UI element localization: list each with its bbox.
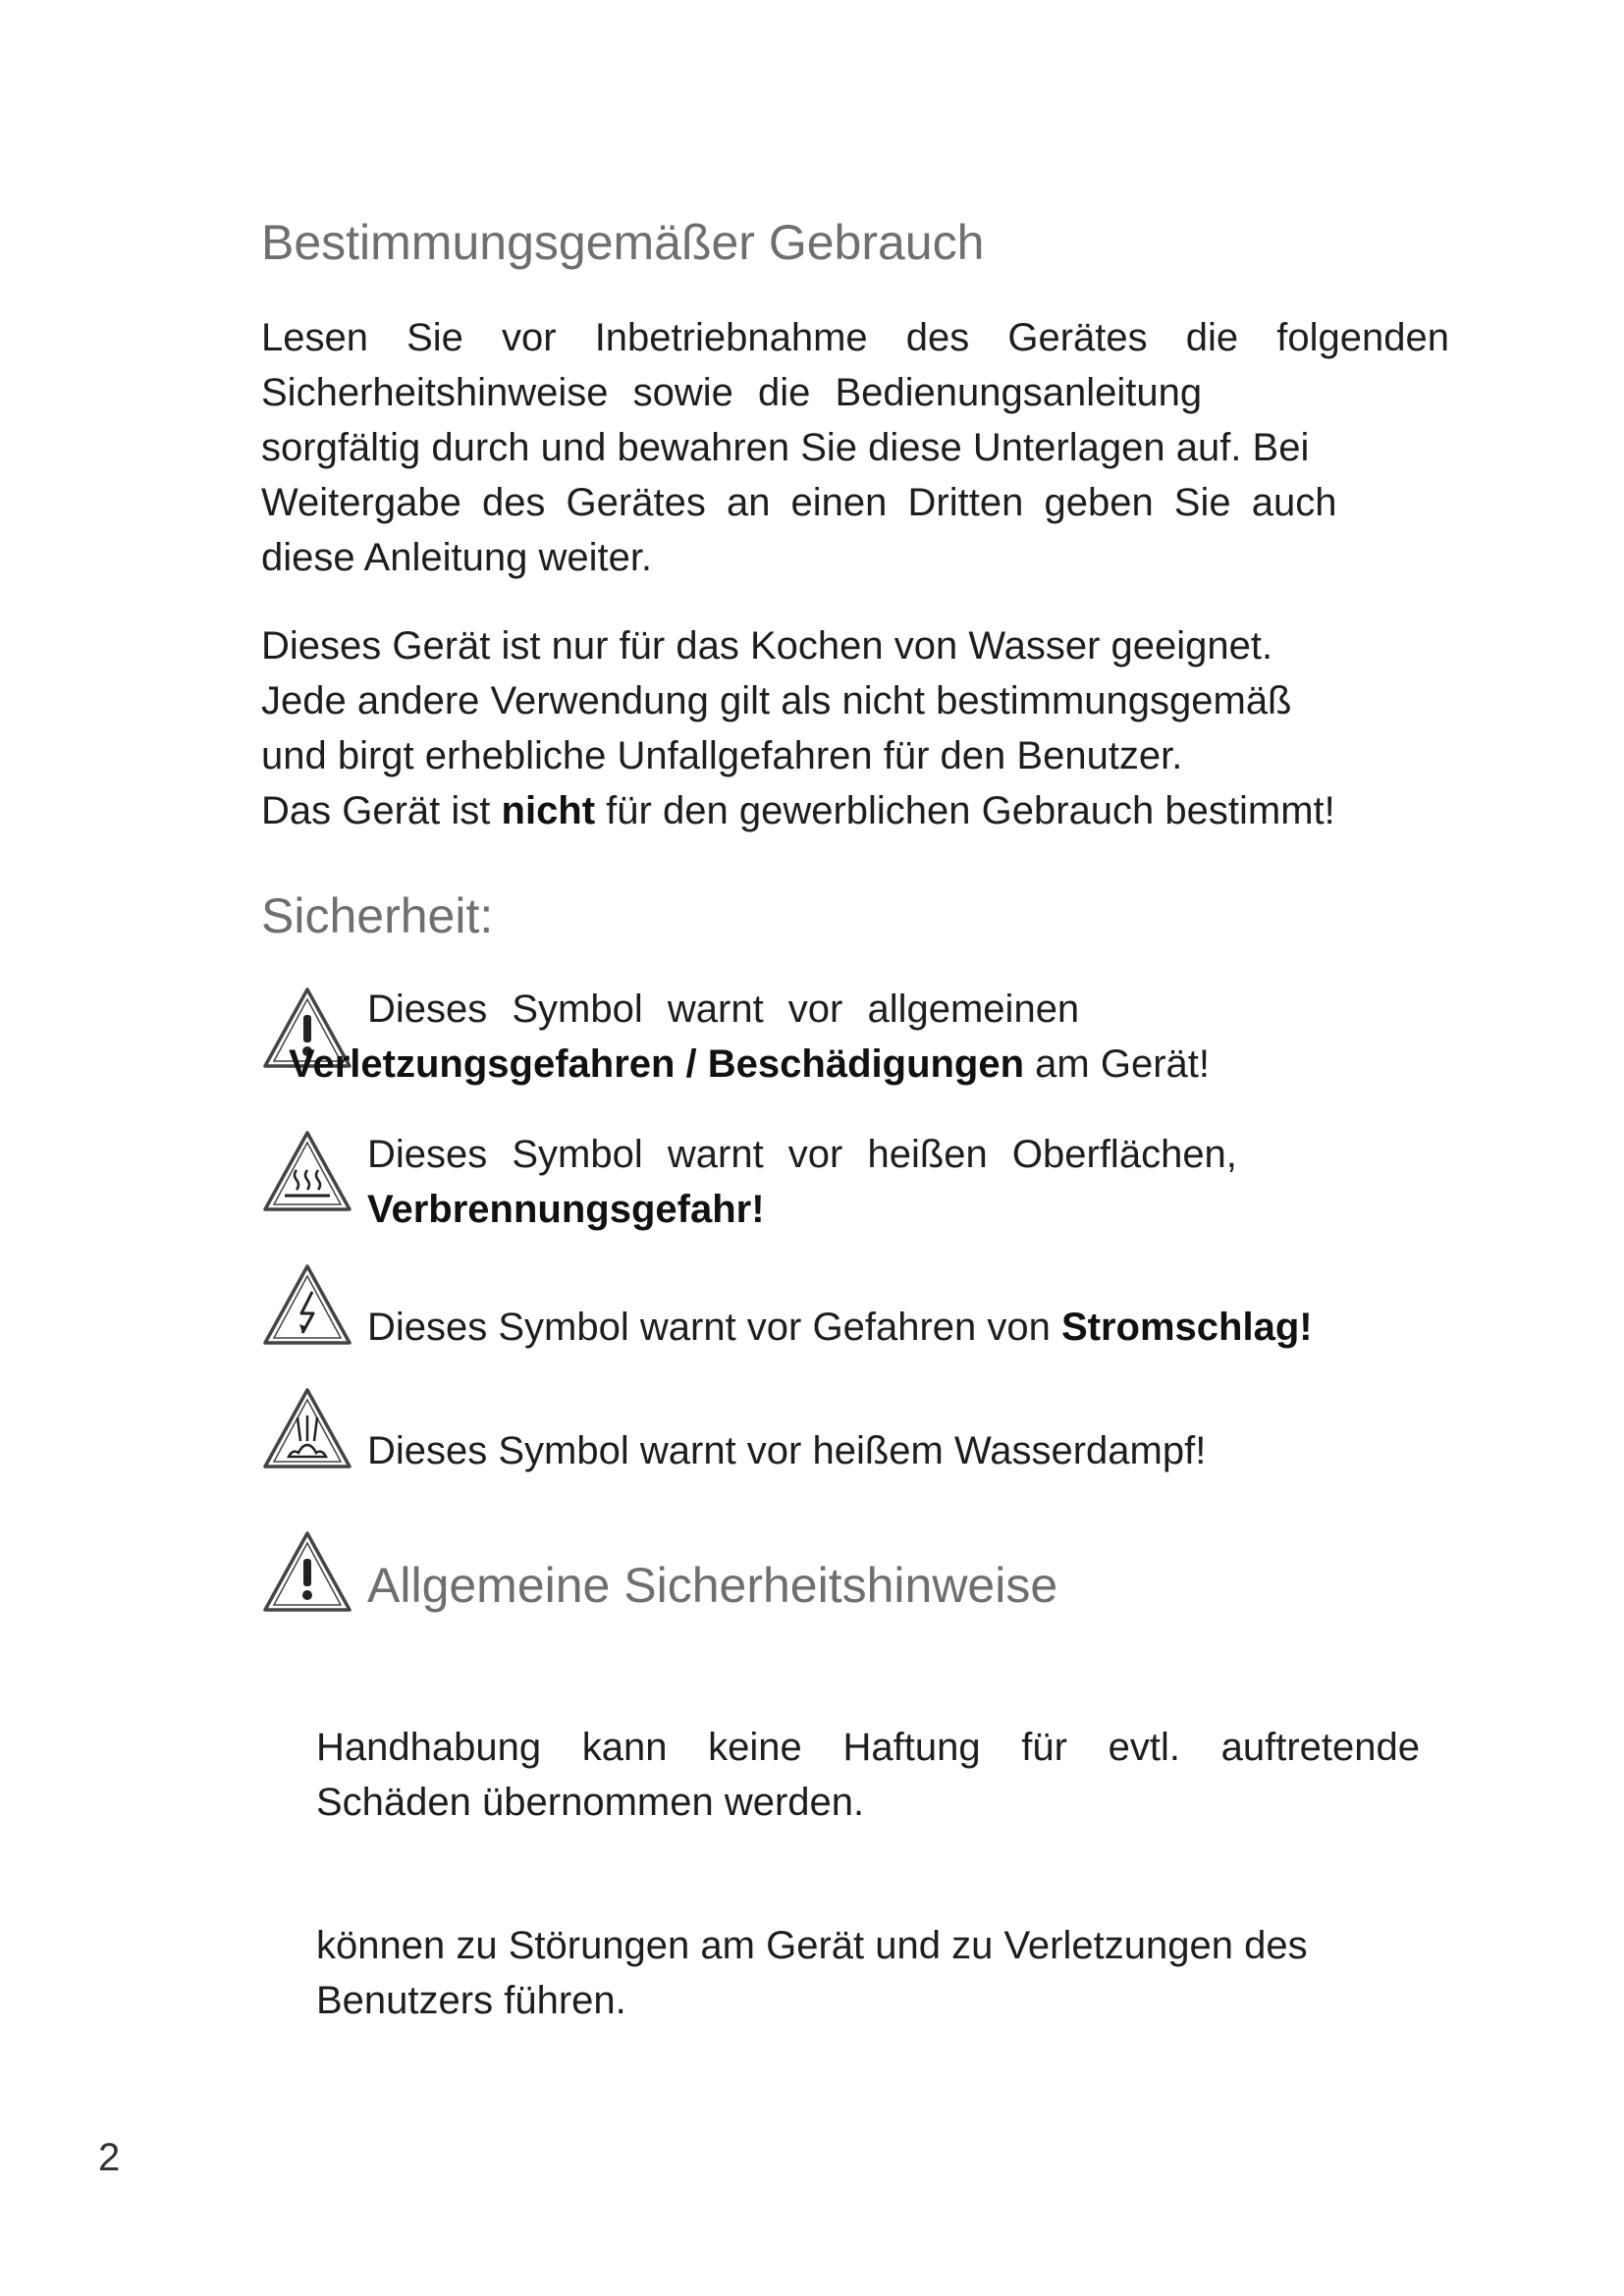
section-title-safety: Sicherheit: <box>261 888 494 943</box>
warning-text: Dieses Symbol warnt vor Gefahren von <box>367 1306 1061 1349</box>
warning-hot-surface-line2 <box>367 1182 765 1237</box>
page-number: 2 <box>98 2136 121 2179</box>
section-title-intended-use: Bestimmungsgemäßer Gebrauch <box>261 215 985 270</box>
general-warning-icon <box>261 1529 353 1614</box>
text-line: Schäden übernommen werden. <box>316 1781 865 1824</box>
section-title-general-safety: Allgemeine Sicherheitshinweise <box>367 1558 1058 1613</box>
hot-steam-icon <box>261 1386 353 1470</box>
text-line: und birgt erhebliche Unfallgefahren für den Benutzer. <box>261 734 1183 777</box>
text-line: diese Anleitung weiter. <box>261 536 653 579</box>
warning-hot-surface-line1 <box>367 1127 1237 1182</box>
warning-electric-shock-text <box>367 1300 1313 1355</box>
warning-emphasis: Verletzungsgefahren / Beschädigungen <box>289 1042 1025 1086</box>
intended-use-paragraph-2 <box>261 618 1489 838</box>
warning-general-line1 <box>367 982 1079 1037</box>
text-line: Lesen Sie vor Inbetriebnahme des Gerätes die folgenden <box>261 316 1449 359</box>
warning-emphasis: Stromschlag! <box>1060 1306 1313 1349</box>
hot-surface-icon <box>261 1129 353 1213</box>
text-line: Weitergabe des Gerätes an einen Dritten geben Sie auch <box>261 481 1337 524</box>
warning-text: Dieses Symbol warnt vor heißen Oberflächen, <box>367 1133 1237 1176</box>
warning-emphasis: Verbrennungsgefahr! <box>367 1188 765 1231</box>
warning-hot-steam-text <box>367 1423 1206 1478</box>
text-line: Handhabung kann keine Haftung für evtl. auftretende <box>316 1726 1420 1769</box>
warning-text: Dieses Symbol warnt vor heißem Wasserdampf! <box>367 1429 1207 1472</box>
text-fragment: für den gewerblichen Gebrauch bestimmt! <box>595 789 1335 832</box>
general-safety-paragraph-2 <box>316 1918 1420 2028</box>
general-safety-paragraph-1 <box>316 1720 1420 1830</box>
text-line-commercial-use <box>261 783 1489 838</box>
intended-use-paragraph-1 <box>261 310 1449 585</box>
text-line: sorgfältig durch und bewahren Sie diese Unterlagen auf. Bei <box>261 426 1310 469</box>
text-line: Jede andere Verwendung gilt als nicht bestimmungsgemäß <box>261 679 1292 722</box>
warning-text: Dieses Symbol warnt vor allgemeinen <box>367 988 1080 1031</box>
electric-shock-icon <box>261 1262 353 1347</box>
emphasis-nicht: nicht <box>501 789 596 832</box>
text-fragment: Das Gerät ist <box>261 789 502 832</box>
text-line: Benutzers führen. <box>316 1979 626 2022</box>
warning-text: am Gerät! <box>1024 1042 1210 1086</box>
text-line: Dieses Gerät ist nur für das Kochen von Wasser geeignet. <box>261 624 1273 667</box>
text-line: können zu Störungen am Gerät und zu Verletzungen des <box>316 1924 1308 1967</box>
text-line: Sicherheitshinweise sowie die Bedienungsanleitung <box>261 371 1203 414</box>
warning-general-line2 <box>289 1037 1210 1092</box>
